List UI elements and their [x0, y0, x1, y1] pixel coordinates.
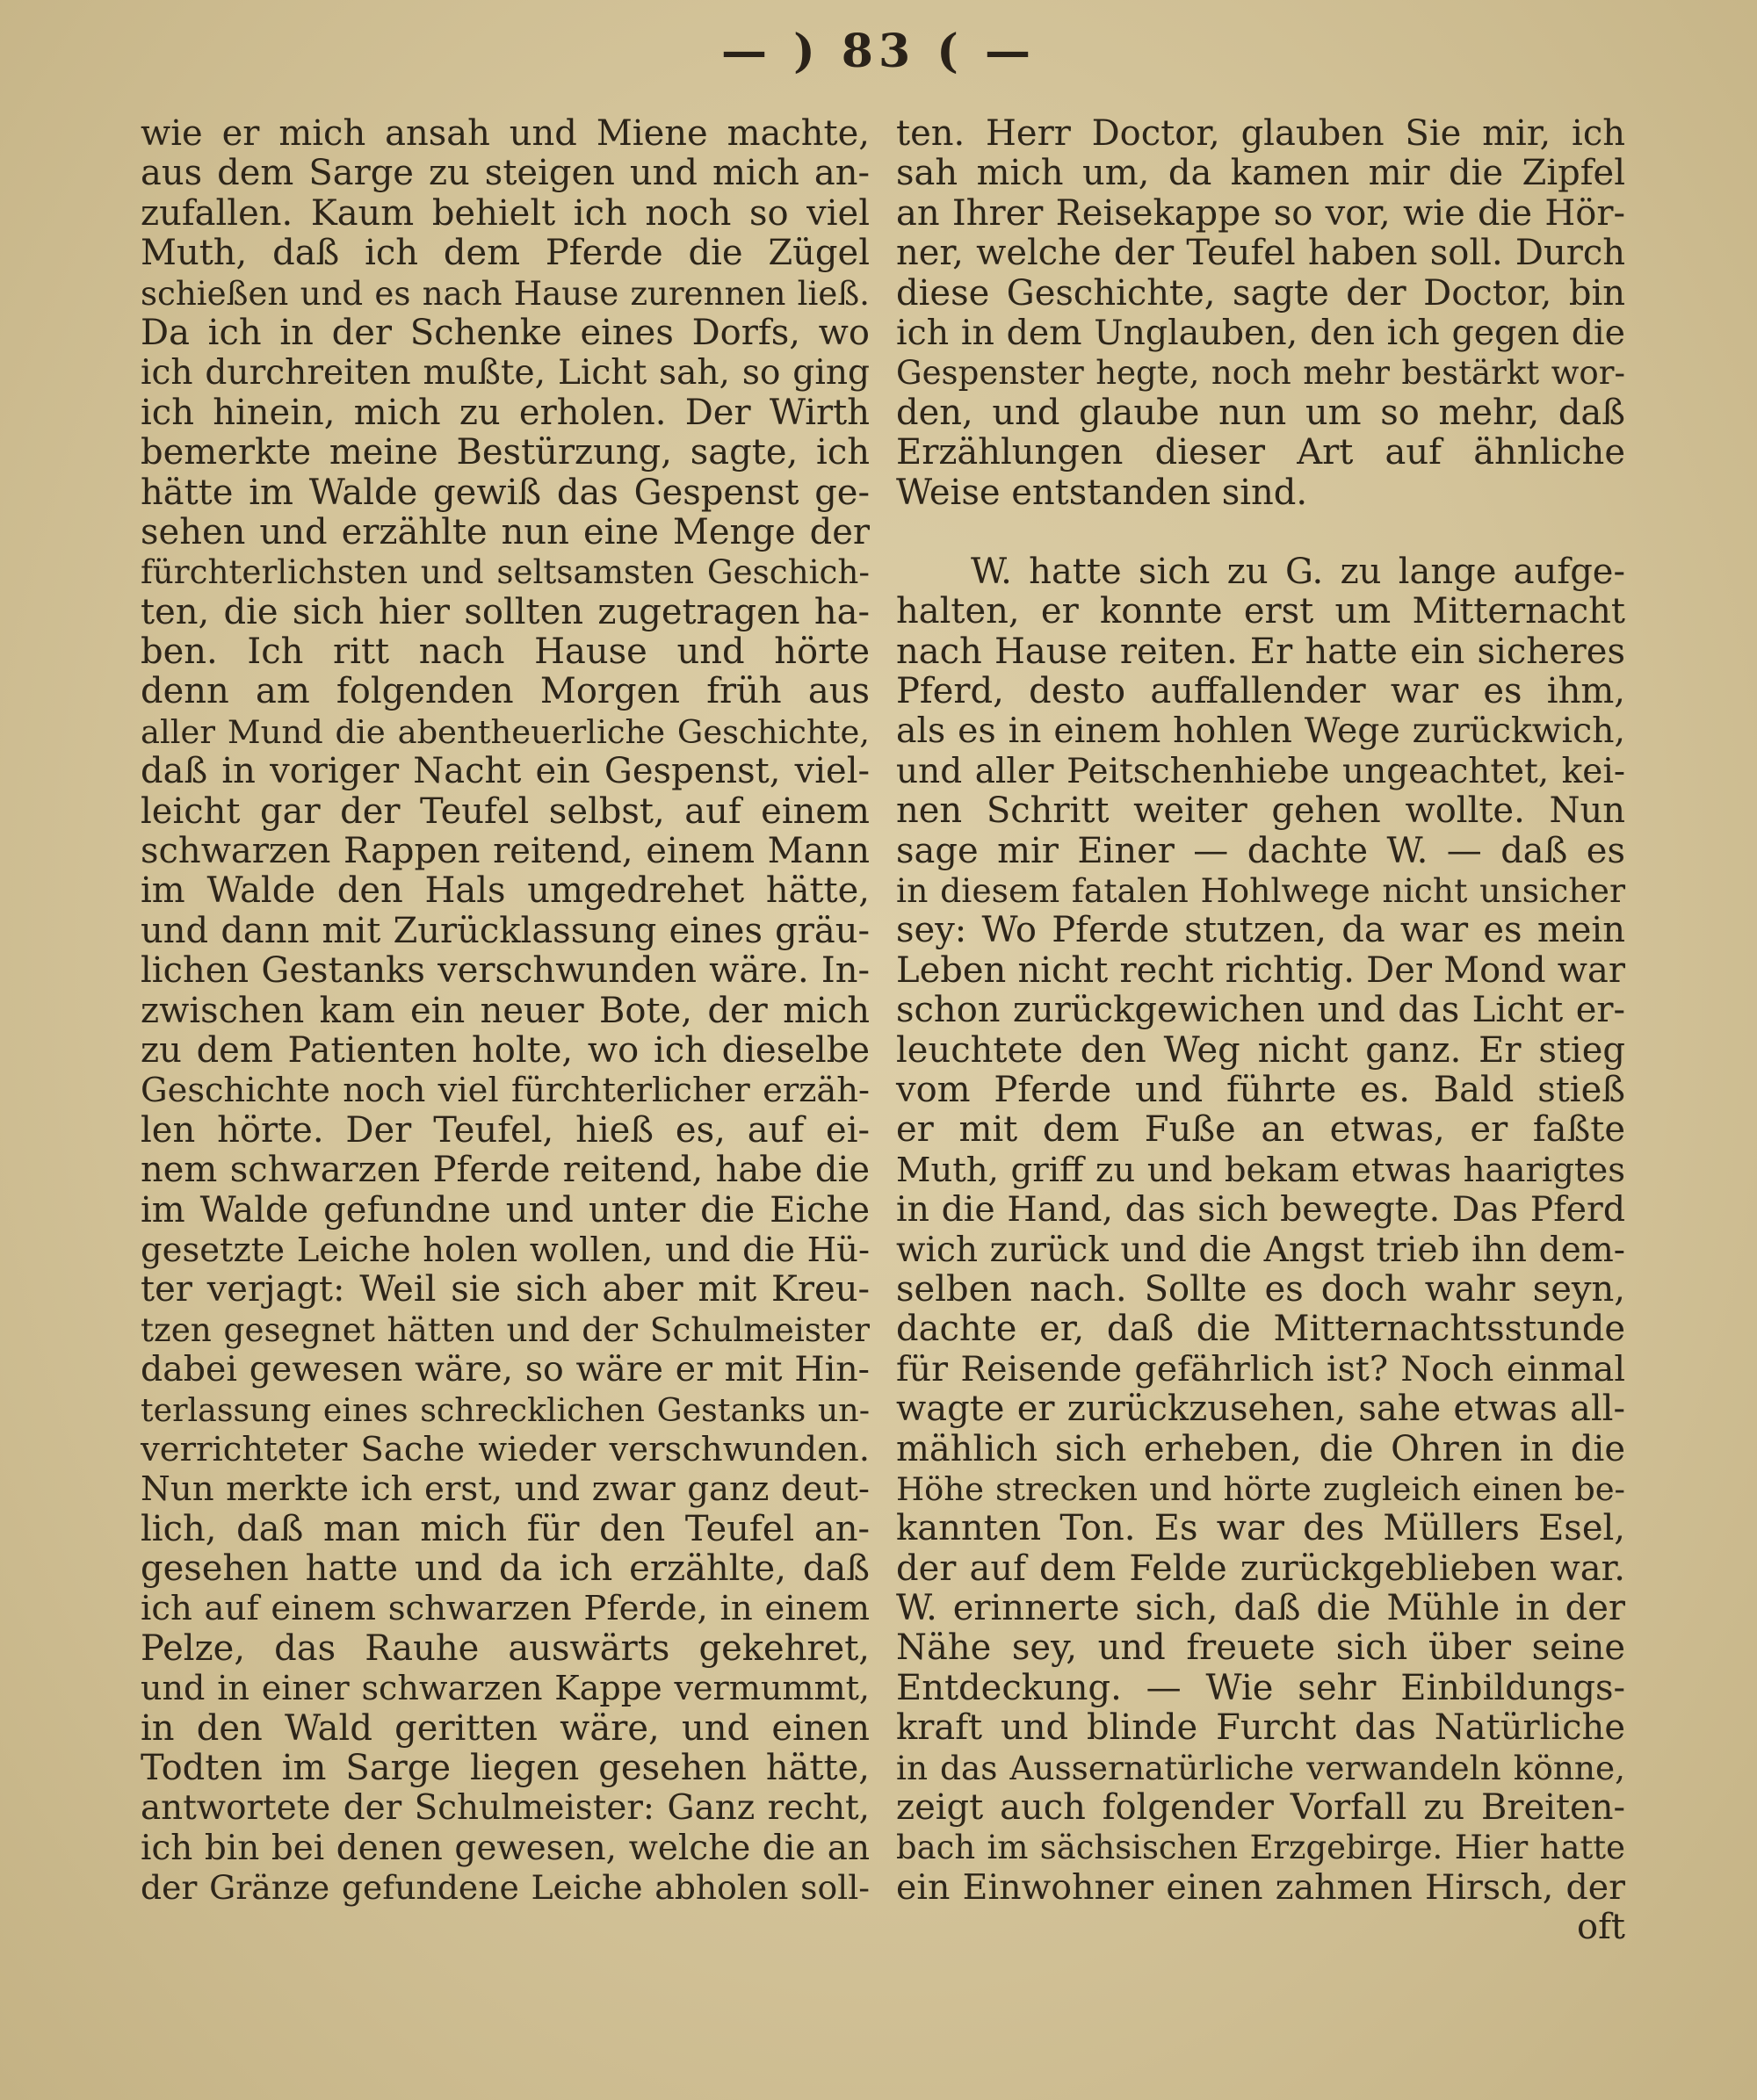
text-line: lich, daß man mich für den Teufel an- — [141, 1508, 870, 1549]
text-line: in diesem fatalen Hohlwege nicht unsicher — [896, 871, 1625, 911]
text-line: dabei gewesen wäre, so wäre er mit Hin- — [141, 1349, 870, 1390]
text-line: diese Geschichte, sagte der Doctor, bin — [896, 272, 1625, 314]
text-line: in die Hand, das sich bewegte. Das Pferd — [896, 1190, 1625, 1230]
text-line: sey: Wo Pferde stutzen, da war es mein — [896, 910, 1625, 951]
text-line: nach Hause reiten. Er hatte ein sicheres — [896, 631, 1625, 672]
text-line: sah mich um, da kamen mir die Zipfel — [896, 153, 1625, 194]
text-line: für Reisende gefährlich ist? Noch einmal — [896, 1348, 1625, 1389]
text-line: Geschichte noch viel fürchterlicher erzäh- — [141, 1071, 870, 1111]
catchword: oft — [1577, 1907, 1625, 1948]
text-line: bach im sächsischen Erzgebirge. Hier hatte — [896, 1829, 1625, 1867]
text-line: lichen Gestanks verschwunden wäre. In- — [141, 950, 870, 992]
text-line: schwarzen Rappen reitend, einem Mann — [141, 831, 870, 872]
text-line: mählich sich erheben, die Ohren in die — [896, 1428, 1625, 1469]
text-line: ben. Ich ritt nach Hause und hörte — [141, 631, 870, 673]
text-line: Entdeckung. — Wie sehr Einbildungs- — [896, 1667, 1625, 1708]
text-line: wie er mich ansah und Miene machte, — [141, 113, 870, 154]
text-line: im Walde gefundne und unter die Eiche — [141, 1189, 870, 1230]
paragraph-gap — [896, 513, 1625, 552]
text-line: ich hinein, mich zu erholen. Der Wirth — [141, 392, 870, 433]
text-line: len hörte. Der Teufel, hieß es, auf ei- — [141, 1109, 870, 1151]
text-line: ich durchreiten mußte, Licht sah, so ging — [141, 353, 870, 393]
text-line: gesehen hatte und da ich erzählte, daß — [141, 1548, 870, 1590]
text-line: ich auf einem schwarzen Pferde, in einem — [141, 1589, 870, 1629]
text-line: bemerkte meine Bestürzung, sagte, ich — [141, 432, 870, 473]
text-line: halten, er konnte erst um Mitternacht — [896, 591, 1625, 632]
text-line: Muth, griff zu und bekam etwas haarigtes — [896, 1150, 1625, 1190]
text-line: ten. Herr Doctor, glauben Sie mir, ich — [896, 113, 1625, 154]
text-line: und dann mit Zurücklassung eines gräu- — [141, 910, 870, 951]
text-line: verrichteter Sache wieder verschwunden. — [141, 1429, 870, 1469]
text-line: tzen gesegnet hätten und der Schulmeister — [141, 1310, 870, 1349]
text-line: den, und glaube nun um so mehr, daß — [896, 392, 1625, 433]
text-line: im Walde den Hals umgedrehet hätte, — [141, 870, 870, 912]
text-line: sehen und erzählte nun eine Menge der — [141, 511, 870, 552]
text-line: Todten im Sarge liegen gesehen hätte, — [141, 1748, 870, 1789]
text-line: zwischen kam ein neuer Bote, der mich — [141, 990, 870, 1031]
text-line: W. erinnerte sich, daß die Mühle in der — [896, 1588, 1625, 1629]
text-line: vom Pferde und führte es. Bald stieß — [896, 1069, 1625, 1110]
text-line: hätte im Walde gewiß das Gespenst ge- — [141, 472, 870, 513]
text-line: wich zurück und die Angst trieb ihn dem- — [896, 1230, 1625, 1270]
text-line: und aller Peitschenhiebe ungeachtet, kei- — [896, 751, 1625, 791]
page-header: — ) 83 ( — — [721, 25, 1036, 78]
text-line: leicht gar der Teufel selbst, auf einem — [141, 790, 870, 832]
text-line: Erzählungen dieser Art auf ähnliche — [896, 432, 1625, 473]
text-line: ich in dem Unglauben, den ich gegen die — [896, 312, 1625, 353]
text-line: wagte er zurückzusehen, sahe etwas all- — [896, 1389, 1625, 1430]
text-line: er mit dem Fuße an etwas, er faßte — [896, 1109, 1625, 1151]
text-line: gesetzte Leiche holen wollen, und die Hü- — [141, 1230, 870, 1270]
text-line: leuchtete den Weg nicht ganz. Er stieg — [896, 1029, 1625, 1071]
text-line: Nähe sey, und freuete sich über seine — [896, 1627, 1625, 1669]
text-line: Leben nicht recht richtig. Der Mond war — [896, 949, 1625, 991]
text-line: schießen und es nach Hause zurennen ließ. — [141, 274, 870, 313]
text-line: terlassung eines schrecklichen Gestanks un- — [141, 1390, 870, 1429]
text-line: kannten Ton. Es war des Müllers Esel, — [896, 1508, 1625, 1549]
text-line: nem schwarzen Pferde reitend, habe die — [141, 1150, 870, 1191]
text-line: zu dem Patienten holte, wo ich dieselbe — [141, 1029, 870, 1071]
text-line: fürchterlichsten und seltsamsten Geschich- — [141, 552, 870, 592]
text-line: in das Aussernatürliche verwandeln könne, — [896, 1748, 1625, 1787]
left-column — [141, 114, 870, 1909]
text-line: ten, die sich hier sollten zugetragen ha- — [141, 591, 870, 632]
text-line: sage mir Einer — dachte W. — daß es — [896, 830, 1625, 871]
text-line: zeigt auch folgender Vorfall zu Breiten- — [896, 1787, 1625, 1829]
text-line: kraft und blinde Furcht das Natürliche — [896, 1707, 1625, 1749]
text-line: zufallen. Kaum behielt ich noch so viel — [141, 192, 870, 234]
text-line: in den Wald geritten wäre, und einen — [141, 1707, 870, 1749]
text-line: Pelze, das Rauhe auswärts gekehret, — [141, 1627, 870, 1669]
right-column — [896, 114, 1625, 1948]
text-line: dachte er, daß die Mitternachtsstunde — [896, 1309, 1625, 1350]
text-line: an Ihrer Reisekappe so vor, wie die Hör- — [896, 192, 1625, 234]
text-line: W. hatte sich zu G. zu lange aufge- — [971, 551, 1625, 592]
text-line: selben nach. Sollte es doch wahr seyn, — [896, 1268, 1625, 1310]
text-line: ein Einwohner einen zahmen Hirsch, der — [896, 1866, 1625, 1908]
text-line: aller Mund die abentheuerliche Geschichte, — [141, 712, 870, 751]
text-line: Nun merkte ich erst, und zwar ganz deut- — [141, 1469, 870, 1510]
text-line: der auf dem Felde zurückgeblieben war. — [896, 1548, 1625, 1589]
text-line: ich bin bei denen gewesen, welche die an — [141, 1828, 870, 1868]
text-line: Weise entstanden sind. — [896, 472, 1308, 513]
text-line: und in einer schwarzen Kappe vermummt, — [141, 1669, 870, 1708]
text-line: Da ich in der Schenke eines Dorfs, wo — [141, 312, 870, 353]
text-line: Höhe strecken und hörte zugleich einen be- — [896, 1469, 1625, 1508]
text-line: ter verjagt: Weil sie sich aber mit Kreu- — [141, 1269, 870, 1310]
text-line: nen Schritt weiter gehen wollte. Nun — [896, 790, 1625, 832]
text-line: daß in voriger Nacht ein Gespenst, viel- — [141, 751, 870, 792]
text-line: ner, welche der Teufel haben soll. Durch — [896, 233, 1625, 274]
text-line: als es in einem hohlen Wege zurückwich, — [896, 711, 1625, 752]
text-line: schon zurückgewichen und das Licht er- — [896, 990, 1625, 1031]
text-line: Pferd, desto auffallender war es ihm, — [896, 671, 1625, 712]
text-line: der Gränze gefundene Leiche abholen soll- — [141, 1868, 870, 1908]
text-line: antwortete der Schulmeister: Ganz recht, — [141, 1788, 870, 1829]
text-line: aus dem Sarge zu steigen und mich an- — [141, 153, 870, 194]
text-line: Muth, daß ich dem Pferde die Zügel — [141, 233, 870, 274]
text-line: Gespenster hegte, noch mehr bestärkt wor- — [896, 354, 1625, 393]
text-line: denn am folgenden Morgen früh aus — [141, 671, 870, 712]
